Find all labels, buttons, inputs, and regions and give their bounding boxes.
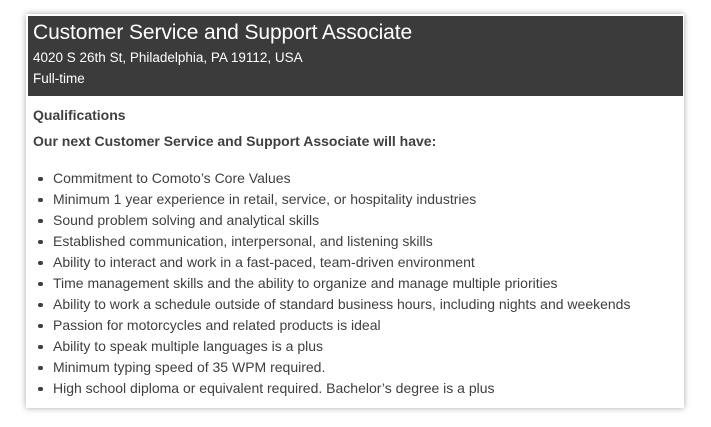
list-item: Ability to speak multiple languages is a plus <box>26 336 630 357</box>
list-item: Sound problem solving and analytical skills <box>26 210 630 231</box>
employment-type: Full-time <box>33 71 85 86</box>
list-item: Ability to work a schedule outside of standard business hours, including nights and weekends <box>26 294 630 315</box>
job-header <box>28 16 683 96</box>
qualifications-heading: Qualifications <box>33 107 126 123</box>
job-title: Customer Service and Support Associate <box>33 21 413 44</box>
list-item: High school diploma or equivalent required. Bachelor’s degree is a plus <box>26 378 630 399</box>
qualifications-list <box>26 168 630 399</box>
list-item: Minimum 1 year experience in retail, service, or hospitality industries <box>26 189 630 210</box>
list-item: Minimum typing speed of 35 WPM required. <box>26 357 630 378</box>
list-item: Established communication, interpersonal, and listening skills <box>26 231 630 252</box>
list-item: Commitment to Comoto’s Core Values <box>26 168 630 189</box>
list-item: Passion for motorcycles and related products is ideal <box>26 315 630 336</box>
qualifications-intro: Our next Customer Service and Support Associate will have: <box>33 133 437 149</box>
job-posting-card <box>26 14 684 408</box>
list-item: Ability to interact and work in a fast-paced, team-driven environment <box>26 252 630 273</box>
list-item: Time management skills and the ability to organize and manage multiple priorities <box>26 273 630 294</box>
job-address: 4020 S 26th St, Philadelphia, PA 19112, USA <box>33 50 303 65</box>
